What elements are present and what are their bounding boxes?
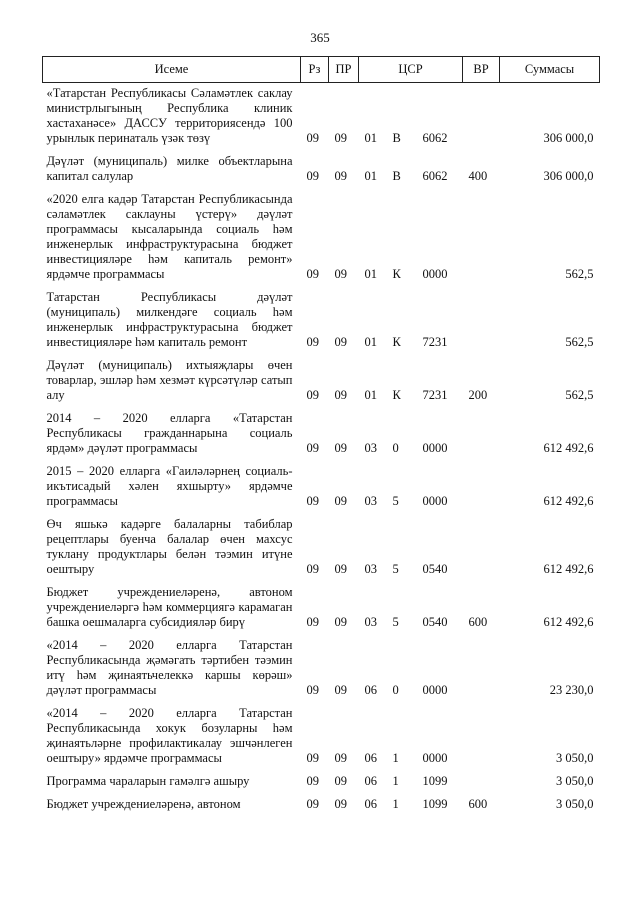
row-rz: 09	[306, 335, 319, 349]
row-pr: 09	[334, 562, 347, 576]
row-name: Дәүләт (муниципаль) милке объектларына капитал салулар	[46, 154, 293, 183]
row-pr: 09	[334, 774, 347, 788]
row-pr: 09	[334, 169, 347, 183]
row-pr: 09	[334, 494, 347, 508]
budget-table	[42, 56, 600, 817]
row-vr	[463, 189, 500, 287]
table-row	[43, 514, 600, 582]
row-vr	[463, 635, 500, 703]
row-sum: 306 000,0	[543, 131, 594, 145]
row-name: Татарстан Республикасы дәүләт (муниципаль) милкендәге социаль һәм инженерлык инфраструктурасына бюджет инвестицияләре һәм капиталь ремонт	[46, 290, 293, 349]
table-header-row	[43, 57, 600, 83]
row-pr: 09	[334, 388, 347, 402]
row-vr: 600	[468, 797, 488, 811]
row-csr-subprogram: К	[392, 267, 401, 281]
row-pr: 09	[334, 131, 347, 145]
row-sum: 3 050,0	[556, 751, 594, 765]
row-sum: 3 050,0	[556, 774, 594, 788]
row-vr	[463, 83, 500, 152]
row-rz: 09	[306, 388, 319, 402]
row-name: Өч яшькә кадәрге балаларны табиблар рецептлары буенча балалар өчен махсус туклану продуктлары белән тәэмин итүне оештыру	[46, 517, 293, 576]
row-pr: 09	[334, 267, 347, 281]
row-csr-direction: 0540	[422, 562, 448, 576]
row-vr: 600	[468, 615, 488, 629]
row-csr-subprogram: 1	[392, 797, 399, 811]
page-number: 365	[310, 30, 330, 45]
table-row	[43, 189, 600, 287]
row-pr: 09	[334, 797, 347, 811]
row-rz: 09	[306, 797, 319, 811]
row-csr-program: 03	[364, 615, 377, 629]
row-csr-program: 01	[364, 335, 377, 349]
row-sum: 562,5	[565, 267, 594, 281]
row-name: Дәүләт (муниципаль) ихтыяҗлары өчен товарлар, эшләр һәм хезмәт күрсәтүләр сатып алу	[46, 358, 293, 402]
header-vr: ВР	[463, 57, 500, 83]
row-sum: 562,5	[565, 335, 594, 349]
table-row	[43, 461, 600, 514]
row-rz: 09	[306, 131, 319, 145]
row-pr: 09	[334, 751, 347, 765]
row-csr-program: 03	[364, 441, 377, 455]
row-rz: 09	[306, 169, 319, 183]
row-rz: 09	[306, 683, 319, 697]
table-body	[43, 83, 600, 818]
row-csr-subprogram: В	[392, 131, 401, 145]
row-name: Бюджет учреждениеләренә, автоном учреждениеләргә һәм коммерциягә карамаган башка оешмаларга субсидияләр бирү	[46, 585, 293, 629]
row-csr-program: 01	[364, 169, 377, 183]
row-rz: 09	[306, 751, 319, 765]
row-csr-direction: 0000	[422, 494, 448, 508]
row-csr-subprogram: 5	[392, 615, 399, 629]
row-vr	[463, 461, 500, 514]
row-rz: 09	[306, 562, 319, 576]
table-row	[43, 582, 600, 635]
row-csr-direction: 6062	[422, 131, 448, 145]
row-csr-direction: 0000	[422, 267, 448, 281]
row-pr: 09	[334, 335, 347, 349]
row-name: «Татарстан Республикасы Сәламәтлек саклау министрлыгының Республика клиник хастаханәсе» ДАССУ территориясендә 100 урынлык перинаталь үзәк төзү	[46, 86, 293, 145]
row-csr-program: 03	[364, 562, 377, 576]
header-sum: Суммасы	[500, 57, 600, 83]
row-name: 2014 – 2020 елларга «Татарстан Республикасы гражданнарына социаль ярдәм» дәүләт программасы	[46, 411, 293, 455]
table-row	[43, 355, 600, 408]
row-vr	[463, 514, 500, 582]
row-name: Бюджет учреждениеләренә, автоном	[46, 797, 241, 811]
row-csr-direction: 7231	[422, 388, 448, 402]
row-csr-program: 06	[364, 797, 377, 811]
row-csr-subprogram: К	[392, 335, 401, 349]
header-name: Исеме	[43, 57, 301, 83]
row-vr: 200	[468, 388, 488, 402]
row-pr: 09	[334, 441, 347, 455]
row-csr-program: 03	[364, 494, 377, 508]
table-row	[43, 794, 600, 817]
row-sum: 612 492,6	[543, 615, 594, 629]
table-row	[43, 287, 600, 355]
row-csr-direction: 0000	[422, 751, 448, 765]
row-sum: 612 492,6	[543, 494, 594, 508]
table-row	[43, 703, 600, 771]
row-csr-program: 01	[364, 388, 377, 402]
row-vr	[463, 408, 500, 461]
table-row	[43, 635, 600, 703]
row-csr-subprogram: 1	[392, 751, 399, 765]
table-row	[43, 408, 600, 461]
row-pr: 09	[334, 683, 347, 697]
header-pr: ПР	[329, 57, 359, 83]
row-csr-subprogram: 5	[392, 562, 399, 576]
row-name: «2014 – 2020 елларга Татарстан Республикасында җәмәгать тәртибен тәэмин итү һәм җинаятьчелеккә каршы көрәш» дәүләт программасы	[46, 638, 293, 697]
row-csr-direction: 1099	[422, 797, 448, 811]
row-csr-program: 06	[364, 774, 377, 788]
row-csr-subprogram: 0	[392, 441, 399, 455]
row-vr	[463, 703, 500, 771]
row-sum: 3 050,0	[556, 797, 594, 811]
header-csr: ЦСР	[359, 57, 463, 83]
row-vr	[463, 287, 500, 355]
row-rz: 09	[306, 267, 319, 281]
row-rz: 09	[306, 615, 319, 629]
row-csr-direction: 1099	[422, 774, 448, 788]
row-name: «2014 – 2020 елларга Татарстан Республикасында хокук бозуларны һәм җинаятьләрне профилактикалау эшчәнлеген оештыру» ярдәмче программасы	[46, 706, 293, 765]
row-name: 2015 – 2020 елларга «Гаиләләрнең социаль-икътисадый хәлен яхшырту» ярдәмче программасы	[46, 464, 293, 508]
row-sum: 562,5	[565, 388, 594, 402]
row-sum: 612 492,6	[543, 562, 594, 576]
table-row	[43, 771, 600, 794]
row-csr-program: 06	[364, 751, 377, 765]
row-csr-subprogram: 0	[392, 683, 399, 697]
row-name: «2020 елга кадәр Татарстан Республикасында сәламәтлек саклауны үстерү» дәүләт программасы кысаларында социаль һәм инженерлык инфраструктурасына бюджет инвестицияләре һәм капиталь ремонт» ярдәмче программасы	[46, 192, 293, 281]
row-vr: 400	[468, 169, 488, 183]
row-rz: 09	[306, 494, 319, 508]
row-name: Программа чараларын гамәлгә ашыру	[46, 774, 250, 788]
row-csr-direction: 0000	[422, 683, 448, 697]
row-vr	[463, 771, 500, 794]
table-row	[43, 151, 600, 189]
row-pr: 09	[334, 615, 347, 629]
row-csr-direction: 7231	[422, 335, 448, 349]
row-rz: 09	[306, 774, 319, 788]
row-csr-direction: 0000	[422, 441, 448, 455]
table-row	[43, 83, 600, 152]
row-csr-direction: 6062	[422, 169, 448, 183]
row-sum: 612 492,6	[543, 441, 594, 455]
row-csr-subprogram: В	[392, 169, 401, 183]
row-csr-program: 01	[364, 267, 377, 281]
row-csr-subprogram: К	[392, 388, 401, 402]
row-csr-program: 06	[364, 683, 377, 697]
row-sum: 23 230,0	[549, 683, 594, 697]
row-csr-program: 01	[364, 131, 377, 145]
header-rz: Рз	[301, 57, 329, 83]
row-csr-subprogram: 1	[392, 774, 399, 788]
row-csr-direction: 0540	[422, 615, 448, 629]
row-csr-subprogram: 5	[392, 494, 399, 508]
row-sum: 306 000,0	[543, 169, 594, 183]
row-rz: 09	[306, 441, 319, 455]
